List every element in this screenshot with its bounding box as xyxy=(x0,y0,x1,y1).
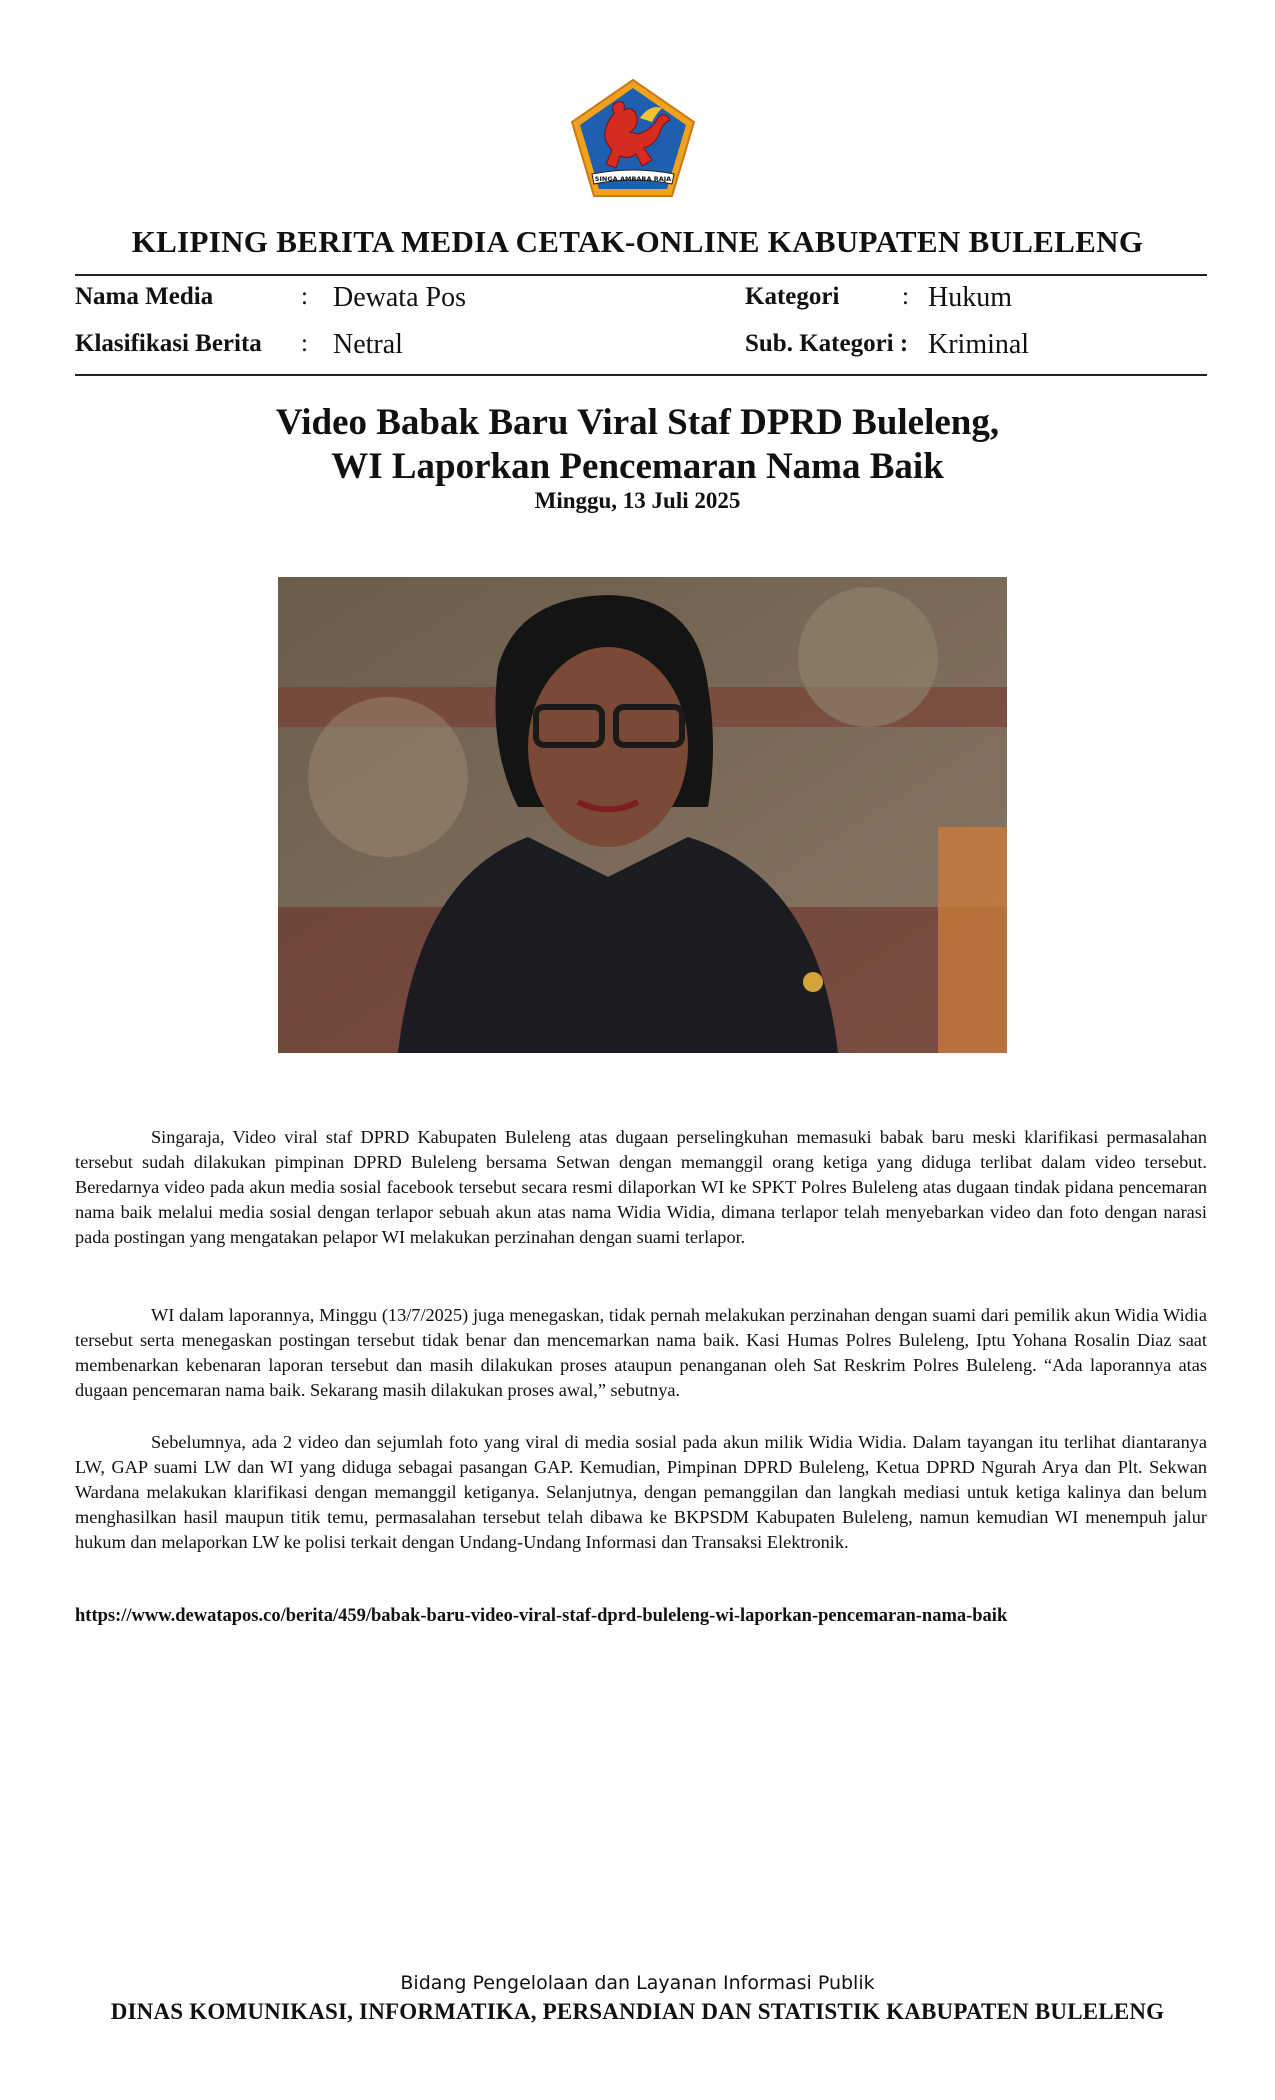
article-paragraph-1: Singaraja, Video viral staf DPRD Kabupaten Buleleng atas dugaan perselingkuhan memasuki babak baru meski klarifikasi permasalahan tersebut sudah dilakukan pimpinan DPRD Buleleng bersama Setwan dengan memanggil orang ketiga yang diduga terlibat dalam video tersebut. Beredarnya video pada akun media sosial facebook tersebut secara resmi dilaporkan WI ke SPKT Polres Buleleng atas dugaan tindak pidana pencemaran nama baik melalui media sosial dengan terlapor sebuah akun atas nama Widia Widia, dimana terlapor telah menyebarkan video dan foto dengan narasi pada postingan yang mengatakan pelapor WI melakukan perzinahan dengan suami terlapor. xyxy=(75,1127,1207,1247)
subcategory-label: Sub. Kategori : xyxy=(745,330,909,357)
classification-colon: : xyxy=(301,330,308,357)
top-divider xyxy=(75,274,1207,276)
media-name-colon: : xyxy=(301,283,308,310)
article-paragraph-2: WI dalam laporannya, Minggu (13/7/2025) juga menegaskan, tidak pernah melakukan perzinahan dengan suami dari pemilik akun Widia Widia tersebut serta menegaskan postingan tersebut tidak benar dan mencemarkan nama baik. Kasi Humas Polres Buleleng, Iptu Yohana Rosalin Diaz saat membenarkan kebenaran laporan tersebut dan masih dilakukan proses ataupun penanganan oleh Sat Reskrim Polres Buleleng. “Ada laporannya atas dugaan pencemaran nama baik. Sekarang masih dilakukan proses awal,” sebutnya. xyxy=(75,1305,1207,1400)
meta-divider xyxy=(75,374,1207,376)
media-name-label: Nama Media xyxy=(75,283,214,310)
footer-agency: DINAS KOMUNIKASI, INFORMATIKA, PERSANDIAN DAN STATISTIK KABUPATEN BULELENG xyxy=(110,1999,1165,2024)
category-value: Hukum xyxy=(928,282,1012,313)
article-paragraph-3: Sebelumnya, ada 2 video dan sejumlah foto yang viral di media sosial pada akun milik Widia Widia. Dalam tayangan itu terlihat diantaranya LW, GAP suami LW dan WI yang diduga sebagai pasangan GAP. Kemudian, Pimpinan DPRD Buleleng, Ketua DPRD Ngurah Arya dan Plt. Sekwan Wardana melakukan klarifikasi dengan memanggil ketiganya. Selanjutnya, dengan pemanggilan dan langkah mediasi untuk ketiga kalinya dan belum menghasilkan hasil maupun titik temu, permasalahan tersebut telah dibawa ke BKPSDM Kabupaten Buleleng, namun kemudian WI menempuh jalur hukum dan melaporkan LW ke polisi terkait dengan Undang-Undang Informasi dan Transaksi Elektronik. xyxy=(75,1432,1207,1552)
article-headline-line2: WI Laporkan Pencemaran Nama Baik xyxy=(331,446,944,487)
source-link[interactable]: https://www.dewatapos.co/berita/459/babak-baru-video-viral-staf-dprd-buleleng-wi-laporkan-pencemaran-nama-baik xyxy=(75,1606,1008,1626)
classification-value: Netral xyxy=(333,329,403,360)
singa-ambara-raja-logo-icon xyxy=(566,74,700,202)
logo-caption: SINGA AMBARA RAJA xyxy=(594,175,672,183)
category-label: Kategori xyxy=(745,283,840,310)
classification-label: Klasifikasi Berita xyxy=(75,330,262,357)
article-photo xyxy=(278,577,1007,1053)
article-headline-line1: Video Babak Baru Viral Staf DPRD Buleleng, xyxy=(275,402,1000,443)
subcategory-value: Kriminal xyxy=(928,329,1030,360)
document-title: KLIPING BERITA MEDIA CETAK-ONLINE KABUPATEN BULELENG xyxy=(131,224,1144,259)
category-colon: : xyxy=(902,283,909,310)
footer-unit: Bidang Pengelolaan dan Layanan Informasi Publik xyxy=(400,1972,875,1994)
article-date: Minggu, 13 Juli 2025 xyxy=(534,488,741,513)
media-name-value: Dewata Pos xyxy=(333,282,466,313)
